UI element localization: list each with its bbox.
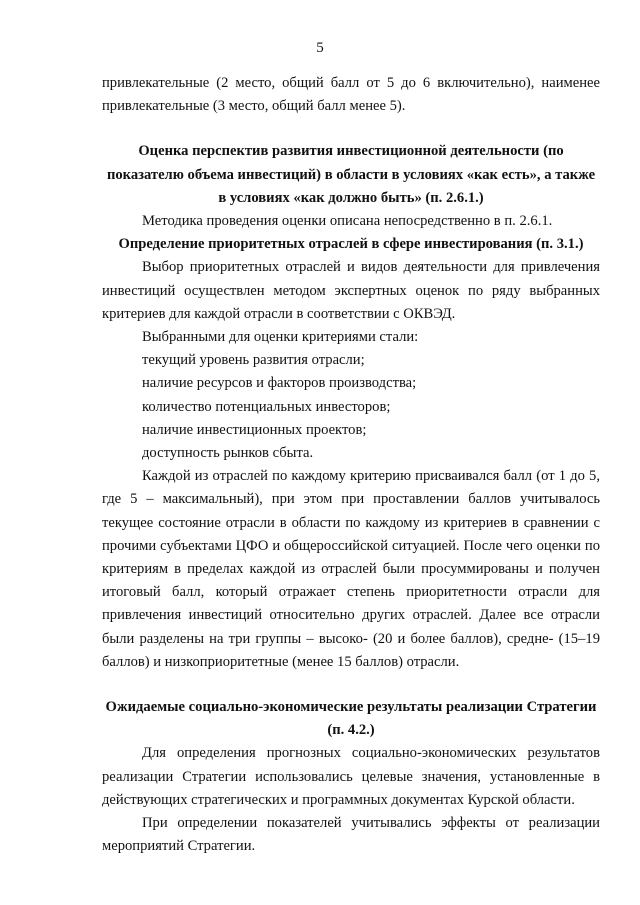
criteria-item: доступность рынков сбыта. — [142, 445, 314, 462]
page-number: 5 — [316, 40, 324, 56]
paragraph-criteria-intro: Выбранными для оценки критериями стали: — [142, 329, 419, 346]
criteria-item: количество потенциальных инвесторов; — [142, 398, 391, 415]
criteria-item: наличие инвестиционных проектов; — [142, 421, 367, 438]
criteria-item: текущий уровень развития отрасли; — [142, 352, 365, 369]
paragraph-sector-selection: Выбор приоритетных отраслей и видов деятельности для привлечения инвестиций осуществлен методом экспертных оценок по ряду выбранных критериев для каждой отрасли в соответствии с ОКВЭД. — [102, 259, 600, 322]
paragraph-forecast-results: Для определения прогнозных социально-экономических результатов реализации Стратегии использовались целевые значения, установленные в действующих стратегических и программных документах Курской области. — [102, 745, 600, 808]
paragraph-ratings-continued: привлекательные (2 место, общий балл от 5 до 6 включительно), наименее привлекательные (3 место, общий балл менее 5). — [102, 75, 600, 115]
criteria-item: наличие ресурсов и факторов производства; — [142, 375, 417, 392]
heading-expected-results: Ожидаемые социально-экономические результаты реализации Стратегии (п. 4.2.) — [105, 699, 597, 739]
paragraph-methodology: Методика проведения оценки описана непосредственно в п. 2.6.1. — [142, 213, 553, 230]
paragraph-scoring: Каждой из отраслей по каждому критерию присваивался балл (от 1 до 5, где 5 – максимальный), при этом при проставлении баллов учитывалось текущее состояние отрасли в области по каждому из критериев в сравнении с прочими субъектами ЦФО и общероссийской ситуацией. После чего оценки по критериям в пределах каждой из отраслей были просуммированы и получен итоговый балл, который отражает степень приоритетности отрасли для привлечения инвестиций относительно других отраслей. Далее все отрасли были разделены на три группы – высоко- (20 и более баллов), средне- (15–19 баллов) и низкоприоритетные (менее 15 баллов) отрасли. — [102, 468, 600, 670]
heading-priority-sectors: Определение приоритетных отраслей в сфере инвестирования (п. 3.1.) — [118, 236, 584, 253]
page-content — [102, 72, 600, 859]
paragraph-indicators: При определении показателей учитывались эффекты от реализации мероприятий Стратегии. — [102, 815, 600, 855]
heading-investment-outlook: Оценка перспектив развития инвестиционной деятельности (по показателю объема инвестиций) в области в условиях «как есть», а также в условиях «как должно быть» (п. 2.6.1.) — [106, 143, 596, 206]
